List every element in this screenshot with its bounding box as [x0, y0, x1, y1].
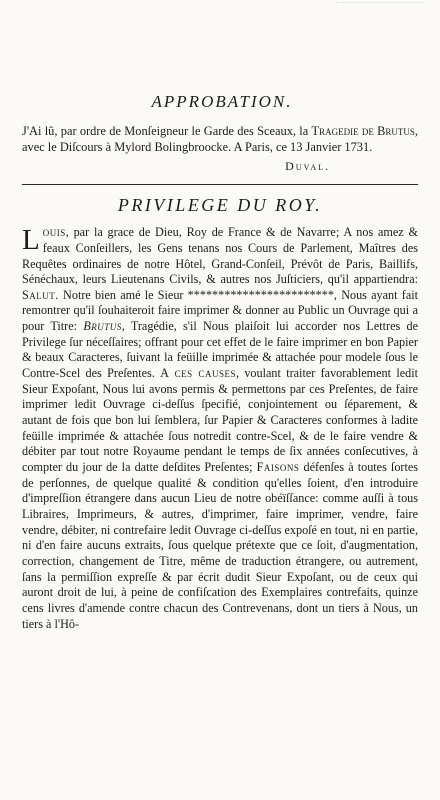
approbation-text	[22, 124, 418, 155]
approbation-section	[22, 92, 418, 174]
privilege-para-5: défenſes à toutes ſortes de perſonnes, de quelque qualité & condition qu'elles ſoient, d'en introduire d'impreſſion étrangere dans aucun Lieu de notre obéïſſance: comme auſſi à tous Libraires, Imprimeurs, & autres, d'imprimer, faire imprimer, vendre, faire vendre, débiter, ni contrefaire ledit Ouvrage ci-deſſus expoſé en tout, ni en partie, ni d'en faire aucuns extraits, ſous quelque prétexte que ce ſoit, d'augmentation, correction, changement de Titre, même de traduction étrangere, ou autrement, ſans la permiſſion expreſſe & par écrit dudit Sieur Expoſant, ou de ceux qui auront droit de lui, à peine de confiſcation des Exemplaires contrefaits, quinze cens livres d'amende contre chacun des Contrevenans, dont un tiers à Nous, un tiers à l'Hô-	[22, 460, 419, 631]
privilege-para-2: Notre bien amé le Sieur ************************, Nous ayant fait remontrer qu'il ſouhaiteroit faire imprimer & donner au Public un Ouvrage qui a pour Titre:	[22, 287, 418, 334]
approbation-rest: , avec le Diſcours à Mylord Bolingbroocke. A Paris, ce 13 Janvier 1731.	[22, 124, 419, 154]
privilege-opening-word: ouis	[42, 225, 66, 240]
approbation-signature: Duval.	[285, 159, 330, 174]
approbation-intro: J'Ai lû, par ordre de Monſeigneur le Garde des Sceaux, la	[22, 124, 312, 138]
privilege-work-title: Brutus	[83, 319, 122, 334]
privilege-para-3: , Tragédie, s'il Nous plaiſoit lui accorder nos Lettres de Privilege ſur néceſſaires; offrant pour cet effet de le faire imprimer en bon Papier & beaux Caracteres, ſuivant la feüille imprimée & attachée pour modele ſous le Contre-Scel des Preſentes.	[22, 319, 418, 381]
privilege-faisons: Faisons	[256, 460, 300, 475]
privilege-para-4: , voulant traiter favorablement ledit Sieur Expoſant, Nous lui avons permis & permettons par ces Preſentes, de faire imprimer ledit Ouvrage ci-deſſus ſpecifié, conjointement ou ſéparement, & autant de fois que bon lui ſemblera, ſur Papier & Caracteres conformes à ladite feüille imprimée & attachée ſous notredit contre-Scel, & de le faire vendre & débiter par tout notre Royaume pendant le temps de ſix années conſecutives, à compter du jour de la datte deſdites Preſentes;	[22, 366, 418, 475]
privilege-para-1: , par la grace de Dieu, Roy de France & de Navarre; A nos amez & feaux Conſeillers, les Gens tenans nos Cours de Parlement, Maîtres des Requêtes ordinaires de notre Hôtel, Grand-Conſeil, Prévôt de Paris, Baillifs, Sénéchaux, leurs Lieutenans Civils, & autres nos Juſticiers, qu'il appartiendra:	[22, 225, 418, 287]
section-divider	[22, 184, 418, 185]
page-edge-bleed	[336, 2, 426, 17]
privilege-body	[22, 225, 418, 632]
privilege-title: PRIVILEGE DU ROY.	[117, 195, 323, 216]
drop-initial: L	[22, 224, 40, 257]
page-content	[22, 92, 418, 632]
privilege-section	[22, 195, 418, 632]
privilege-a-ces-causes: A ces causes	[160, 366, 236, 381]
approbation-play-title: Tragedie de Brutus	[311, 124, 415, 138]
privilege-salut: Salut.	[22, 287, 59, 302]
approbation-title: APPROBATION.	[151, 92, 293, 111]
